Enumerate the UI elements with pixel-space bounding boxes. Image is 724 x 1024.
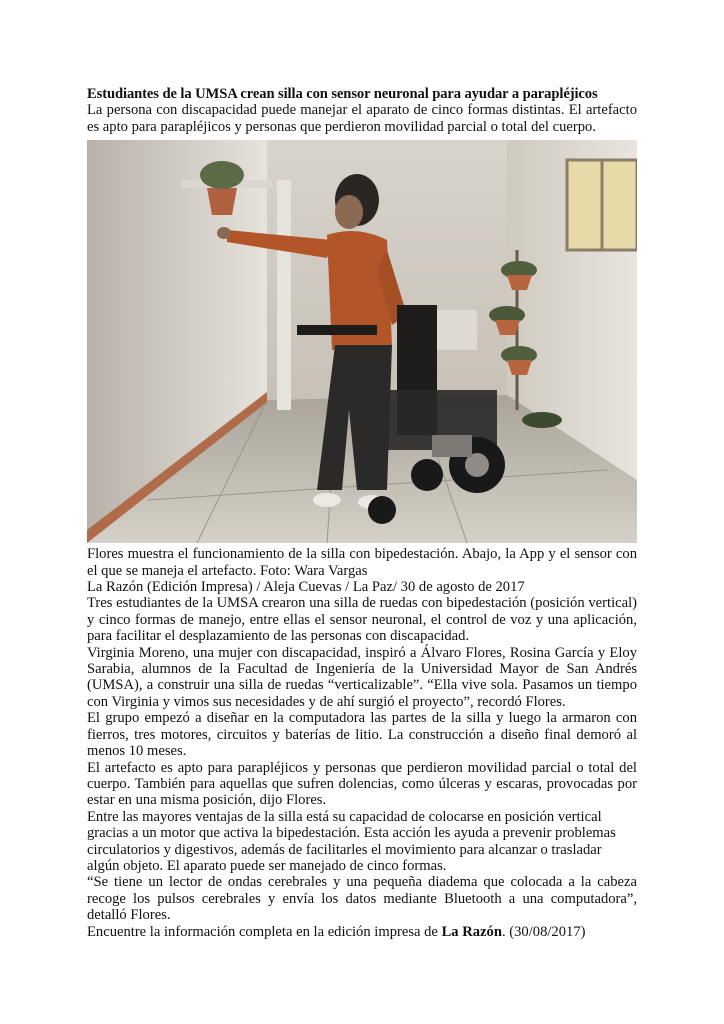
article-paragraph: Entre las mayores ventajas de la silla está su capacidad de colocarse en posición vertical gracias a un motor que activa la bipedestación. Esta acción les ayuda a prevenir problemas circulatorios y digestivos, además de facilitarles el movimiento para alcanzar o trasladar algún objeto. El aparato puede ser manejado de cinco formas. [87, 808, 616, 874]
article-byline: La Razón (Edición Impresa) / Aleja Cuevas / La Paz/ 30 de agosto de 2017 [87, 579, 525, 596]
article-paragraph: Tres estudiantes de la UMSA crearon una silla de ruedas con bipedestación (posición vertical) y cinco formas de manejo, entre ellas el sensor neuronal, el control de voz y una aplicación, para facilitar el desplazamiento de las personas con discapacidad. [87, 595, 637, 645]
article-photo [87, 140, 637, 543]
closing-line [87, 924, 637, 940]
article-paragraph: El grupo empezó a diseñar en la computadora las partes de la silla y luego la armaron con fierros, tres motores, circuitos y baterías de litio. La construcción a diseño final demoró al menos 10 meses. [87, 710, 637, 760]
photo-caption: Flores muestra el funcionamiento de la silla con bipedestación. Abajo, la App y el sensor con el que se maneja el artefacto. Foto: Wara Vargas [87, 546, 637, 579]
article-lead: La persona con discapacidad puede manejar el aparato de cinco formas distintas. El artefacto es apto para parapléjicos y personas que perdieron movilidad parcial o total del cuerpo. [87, 102, 637, 135]
closing-prefix: Encuentre la información completa en la edición impresa de [87, 923, 442, 940]
article-paragraph: El artefacto es apto para parapléjicos y personas que perdieron movilidad parcial o total del cuerpo. También para aquellas que sufren dolencias, como úlceras y escaras, provocadas por estar en una misma posición, dijo Flores. [87, 759, 637, 809]
article-paragraph: Virginia Moreno, una mujer con discapacidad, inspiró a Álvaro Flores, Rosina García y Eloy Sarabia, alumnos de la Facultad de Ingeniería de la Universidad Mayor de San Andrés (UMSA), a construir una silla de ruedas “verticalizable”. “Ella vive sola. Pasamos un tiempo con Virginia y vimos sus necesidades y de ahí surgió el proyecto”, recordó Flores. [87, 644, 637, 710]
article [87, 86, 637, 940]
article-headline: Estudiantes de la UMSA crean silla con sensor neuronal para ayudar a parapléjicos [87, 86, 598, 102]
newspaper-name: La Razón [441, 923, 502, 940]
article-paragraph: “Se tiene un lector de ondas cerebrales y una pequeña diadema que colocada a la cabeza recoge los pulsos cerebrales y envía los datos mediante Bluetooth a una computadora”, detalló Flores. [87, 874, 637, 924]
closing-suffix: . (30/08/2017) [501, 923, 586, 940]
